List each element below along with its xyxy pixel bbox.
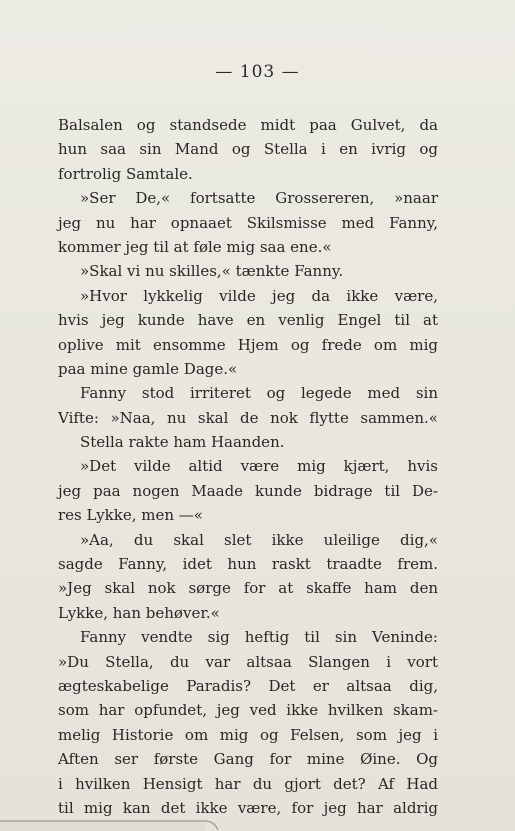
text-line: Balsalen og standsede midt paa Gulvet, da bbox=[58, 116, 438, 134]
paper-edge-decoration bbox=[0, 817, 515, 831]
page-bottom-edge bbox=[0, 817, 515, 831]
text-line: jeg paa nogen Maade kunde bidrage til De- bbox=[58, 481, 438, 500]
text-line: melig Historie om mig og Felsen, som jeg i bbox=[58, 725, 438, 744]
text-line: res Lykke, men —« bbox=[58, 506, 203, 525]
text-line: jeg nu har opnaaet Skilsmisse med Fanny, bbox=[58, 213, 438, 232]
text-line: kommer jeg til at føle mig saa ene.« bbox=[58, 237, 332, 256]
text-line: »Det vilde altid være mig kjært, hvis bbox=[80, 457, 438, 476]
text-line: ægteskabelige Paradis? Det er altsaa dig, bbox=[58, 676, 438, 695]
text-line: som har opfundet, jeg ved ikke hvilken skam- bbox=[58, 701, 438, 720]
text-line: »Aa, du skal slet ikke uleilige dig,« bbox=[80, 530, 438, 549]
text-line: Fanny vendte sig heftig til sin Veninde: bbox=[80, 628, 438, 647]
text-line: Vifte: »Naa, nu skal de nok flytte sammen.« bbox=[58, 408, 438, 427]
text-line: »Hvor lykkelig vilde jeg da ikke være, bbox=[80, 286, 438, 305]
text-line: hun saa sin Mand og Stella i en ivrig og bbox=[58, 140, 438, 159]
page-number: — 103 — bbox=[215, 62, 300, 82]
text-line: hvis jeg kunde have en venlig Engel til at bbox=[58, 311, 438, 330]
text-line: til mig kan det ikke være, for jeg har aldrig bbox=[58, 798, 438, 817]
text-line: i hvilken Hensigt har du gjort det? Af Had bbox=[58, 774, 438, 793]
text-line: oplive mit ensomme Hjem og frede om mig bbox=[58, 335, 438, 354]
text-line: Lykke, han behøver.« bbox=[58, 603, 220, 622]
body-text bbox=[58, 113, 438, 820]
text-line: Fanny stod irriteret og legede med sin bbox=[80, 384, 438, 403]
text-line: »Skal vi nu skilles,« tænkte Fanny. bbox=[80, 262, 344, 281]
text-line: paa mine gamle Dage.« bbox=[58, 359, 238, 378]
text-line: »Ser De,« fortsatte Grossereren, »naar bbox=[80, 189, 438, 208]
text-line: sagde Fanny, idet hun raskt traadte frem. bbox=[58, 555, 438, 574]
text-line: fortrolig Samtale. bbox=[58, 164, 193, 183]
text-line: »Du Stella, du var altsaa Slangen i vort bbox=[58, 652, 438, 671]
text-line: Aften ser første Gang for mine Øine. Og bbox=[58, 750, 438, 769]
text-line: Stella rakte ham Haanden. bbox=[80, 433, 285, 452]
text-line: »Jeg skal nok sørge for at skaffe ham den bbox=[58, 579, 438, 598]
